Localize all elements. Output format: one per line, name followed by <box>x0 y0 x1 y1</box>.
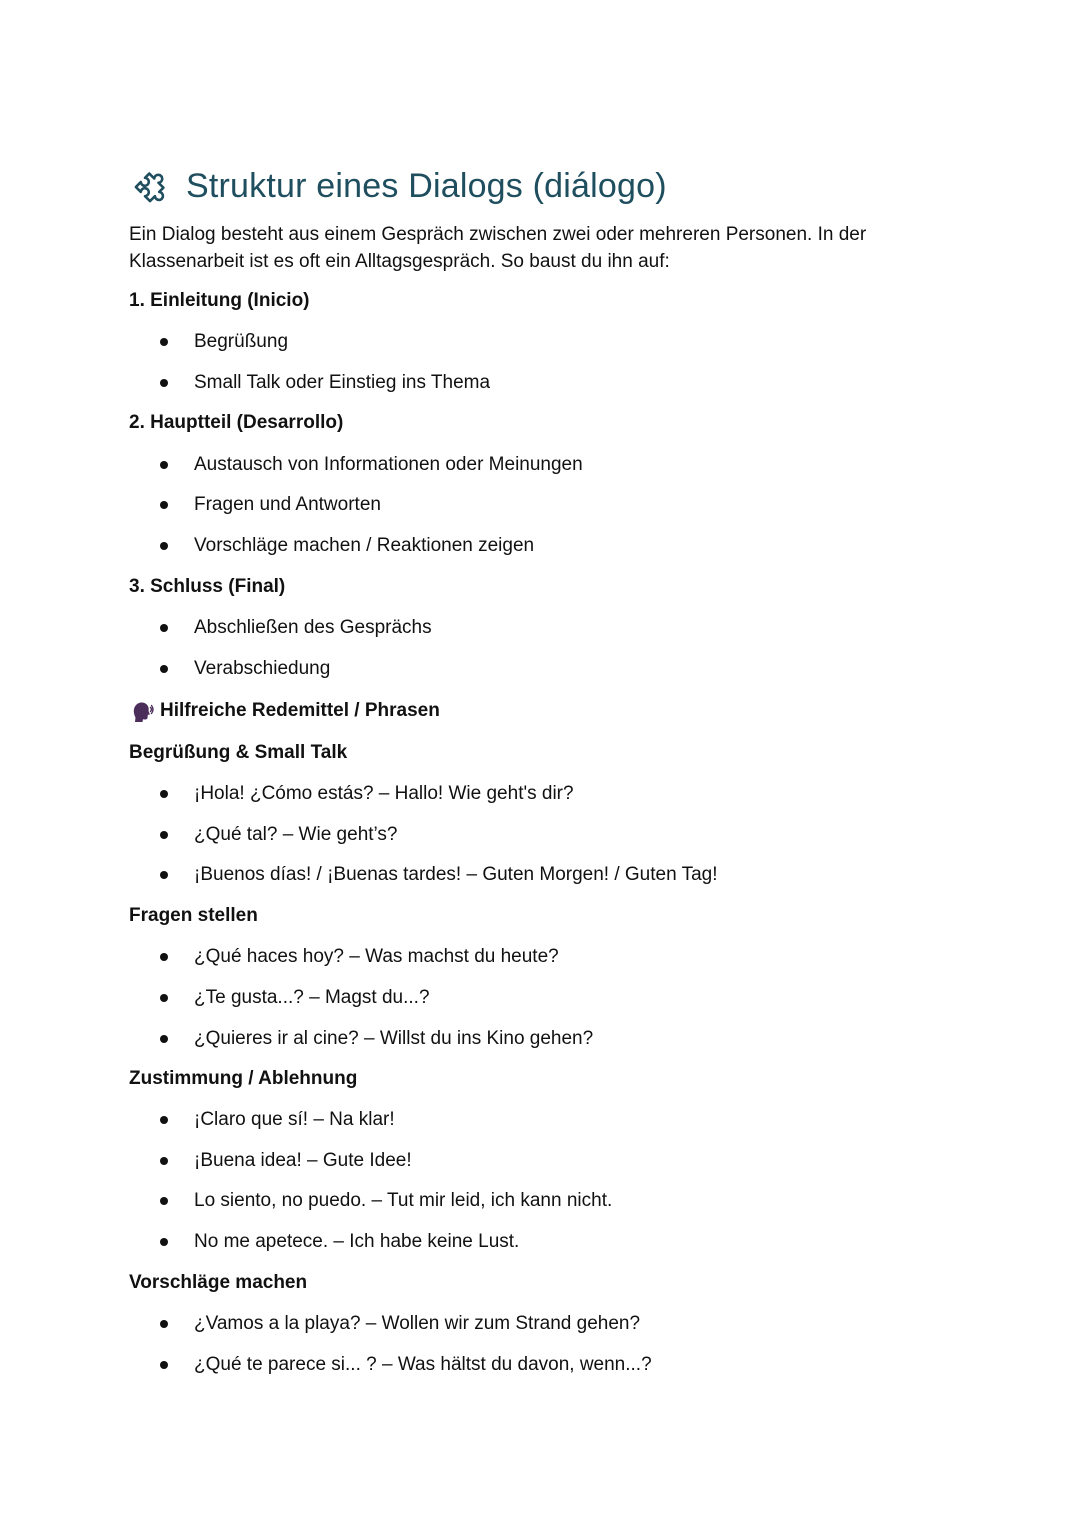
list-item: Small Talk oder Einstieg ins Thema <box>194 372 491 393</box>
section-heading: 3. Schluss (Final) <box>129 576 286 597</box>
bullet <box>160 665 168 673</box>
phrase-item: ¿Quieres ir al cine? – Willst du ins Kino gehen? <box>194 1028 594 1049</box>
bullet <box>160 379 168 387</box>
bullet <box>160 501 168 509</box>
phrase-item: No me apetece. – Ich habe keine Lust. <box>194 1231 520 1252</box>
bullet <box>160 1157 168 1165</box>
phrase-group-heading: Fragen stellen <box>129 905 258 926</box>
phrase-item: ¡Claro que sí! – Na klar! <box>194 1109 395 1130</box>
phrase-item: ¿Qué te parece si... ? – Was hältst du davon, wenn...? <box>194 1354 652 1375</box>
bullet <box>160 831 168 839</box>
list-item: Verabschiedung <box>194 658 331 679</box>
bullet <box>160 338 168 346</box>
bullet <box>160 1320 168 1328</box>
bullet <box>160 790 168 798</box>
intro-paragraph: Ein Dialog besteht aus einem Gespräch zwischen zwei oder mehreren Personen. In der Klassenarbeit ist es oft ein Alltagsgespräch. So baust du ihn auf: <box>129 224 867 272</box>
bullet <box>160 994 168 1002</box>
page-title: Struktur eines Dialogs (diálogo) <box>186 166 667 205</box>
bullet <box>160 953 168 961</box>
list-item: Fragen und Antworten <box>194 494 381 515</box>
phrase-item: ¿Te gusta...? – Magst du...? <box>194 987 430 1008</box>
bullet <box>160 1361 168 1369</box>
list-item: Austausch von Informationen oder Meinungen <box>194 454 583 475</box>
bullet <box>160 1116 168 1124</box>
phrase-item: ¿Qué haces hoy? – Was machst du heute? <box>194 946 559 967</box>
title-row <box>132 166 667 206</box>
bullet <box>160 1197 168 1205</box>
puzzle-icon <box>132 166 172 206</box>
list-item: Vorschläge machen / Reaktionen zeigen <box>194 535 535 556</box>
phrase-item: ¿Vamos a la playa? – Wollen wir zum Strand gehen? <box>194 1313 641 1334</box>
phrases-title-row <box>130 699 440 723</box>
phrases-title: Hilfreiche Redemittel / Phrasen <box>160 700 440 721</box>
section-heading: 1. Einleitung (Inicio) <box>129 290 310 311</box>
section-heading: 2. Hauptteil (Desarrollo) <box>129 412 344 433</box>
list-item: Abschließen des Gesprächs <box>194 617 432 638</box>
phrase-item: Lo siento, no puedo. – Tut mir leid, ich kann nicht. <box>194 1190 613 1211</box>
bullet <box>160 1238 168 1246</box>
bullet <box>160 542 168 550</box>
bullet <box>160 461 168 469</box>
bullet <box>160 1035 168 1043</box>
bullet <box>160 871 168 879</box>
phrase-item: ¡Hola! ¿Cómo estás? – Hallo! Wie geht's dir? <box>194 783 574 804</box>
phrase-item: ¿Qué tal? – Wie geht’s? <box>194 824 398 845</box>
bullet <box>160 624 168 632</box>
phrase-group-heading: Vorschläge machen <box>129 1272 308 1293</box>
phrase-item: ¡Buenos días! / ¡Buenas tardes! – Guten Morgen! / Guten Tag! <box>194 864 718 885</box>
phrase-group-heading: Zustimmung / Ablehnung <box>129 1068 358 1089</box>
phrase-group-heading: Begrüßung & Small Talk <box>129 742 348 763</box>
phrase-item: ¡Buena idea! – Gute Idee! <box>194 1150 412 1171</box>
speaking-head-icon <box>130 699 154 723</box>
list-item: Begrüßung <box>194 331 289 352</box>
